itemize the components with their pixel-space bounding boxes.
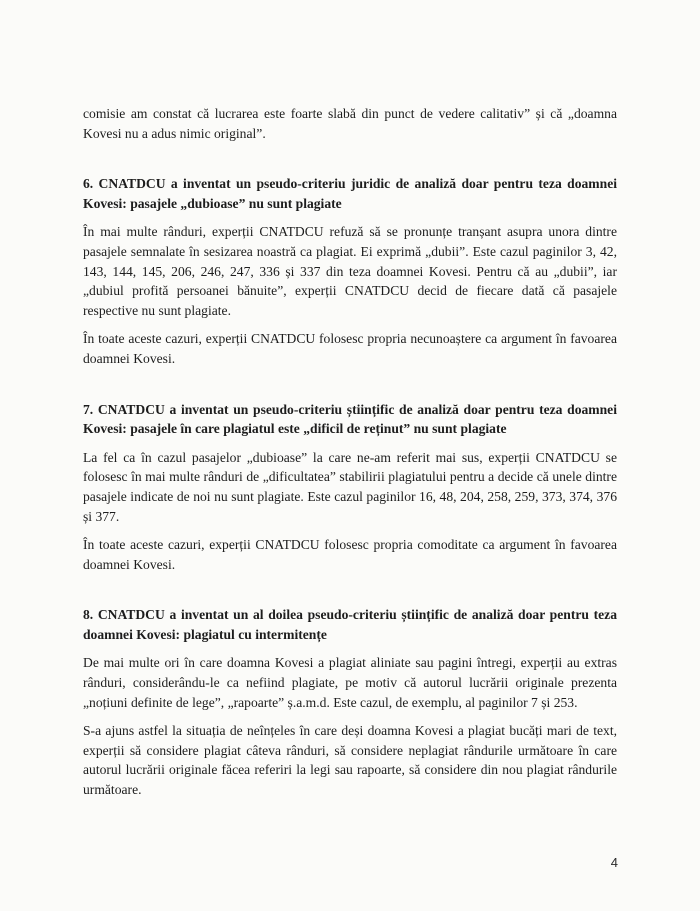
- section-paragraph: La fel ca în cazul pasajelor „dubioase” la care ne-am referit mai sus, experții CNATDCU se folosesc în mai multe rânduri de „dificultatea” stabilirii plagiatului pentru a decide că unele dintre pasajele indicate de noi nu sunt plagiate. Este cazul paginilor 16, 48, 204, 258, 259, 373, 374, 376 și 377.: [83, 449, 617, 524]
- section-paragraph: De mai multe ori în care doamna Kovesi a plagiat aliniate sau pagini întregi, experții au extras rânduri, considerându-le ca nefiind plagiate, pe motiv că autorul lucrării originale prezenta „noțiuni definite de lege”, „rapoarte” ș.a.m.d. Este cazul, de exemplu, al paginilor 7 și 253.: [83, 655, 617, 710]
- section-heading: 7. CNATDCU a inventat un pseudo-criteriu științific de analiză doar pentru teza doamnei Kovesi: pasajele în care plagiatul este „dificil de reținut” nu sunt plagiate: [83, 401, 617, 437]
- section-7: [83, 400, 617, 575]
- section-paragraph: În toate aceste cazuri, experții CNATDCU folosesc propria comoditate ca argument în favoarea doamnei Kovesi.: [83, 537, 617, 572]
- section-paragraph: În toate aceste cazuri, experții CNATDCU folosesc propria necunoaștere ca argument în favoarea doamnei Kovesi.: [83, 331, 617, 366]
- intro-paragraph: comisie am constat că lucrarea este foarte slabă din punct de vedere calitativ” și că „doamna Kovesi nu a adus nimic original”.: [83, 106, 617, 141]
- section-paragraph: În mai multe rânduri, experții CNATDCU refuză să se pronunțe tranșant asupra unora dintre pasajele semnalate în sesizarea noastră ca plagiat. Ei exprimă „dubii”. Este cazul paginilor 3, 42, 143, 144, 145, 206, 246, 247, 336 și 337 din teza doamnei Kovesi. Pentru că au „dubii”, iar „dubiul profită persoanei bănuite”, experții CNATDCU decid de fiecare dată că pasajele respective nu sunt plagiate.: [83, 224, 617, 318]
- section-paragraph: S-a ajuns astfel la situația de neînțeles în care deși doamna Kovesi a plagiat bucăți mari de text, experții să considere plagiat câteva rânduri, să considere neplagiat rândurile următoare în care autorul lucrării originale făcea referiri la legi sau rapoarte, să considere din nou plagiat rândurile următoare.: [83, 723, 617, 798]
- document-body: [83, 104, 617, 800]
- section-heading: 6. CNATDCU a inventat un pseudo-criteriu juridic de analiză doar pentru teza doamnei Kovesi: pasajele „dubioase” nu sunt plagiate: [83, 176, 617, 211]
- section-6: [83, 174, 617, 368]
- section-heading: 8. CNATDCU a inventat un al doilea pseudo-criteriu științific de analiză doar pentru teza doamnei Kovesi: plagiatul cu intermitențe: [83, 607, 617, 642]
- page-number: 4: [610, 855, 618, 870]
- section-8: [83, 605, 617, 799]
